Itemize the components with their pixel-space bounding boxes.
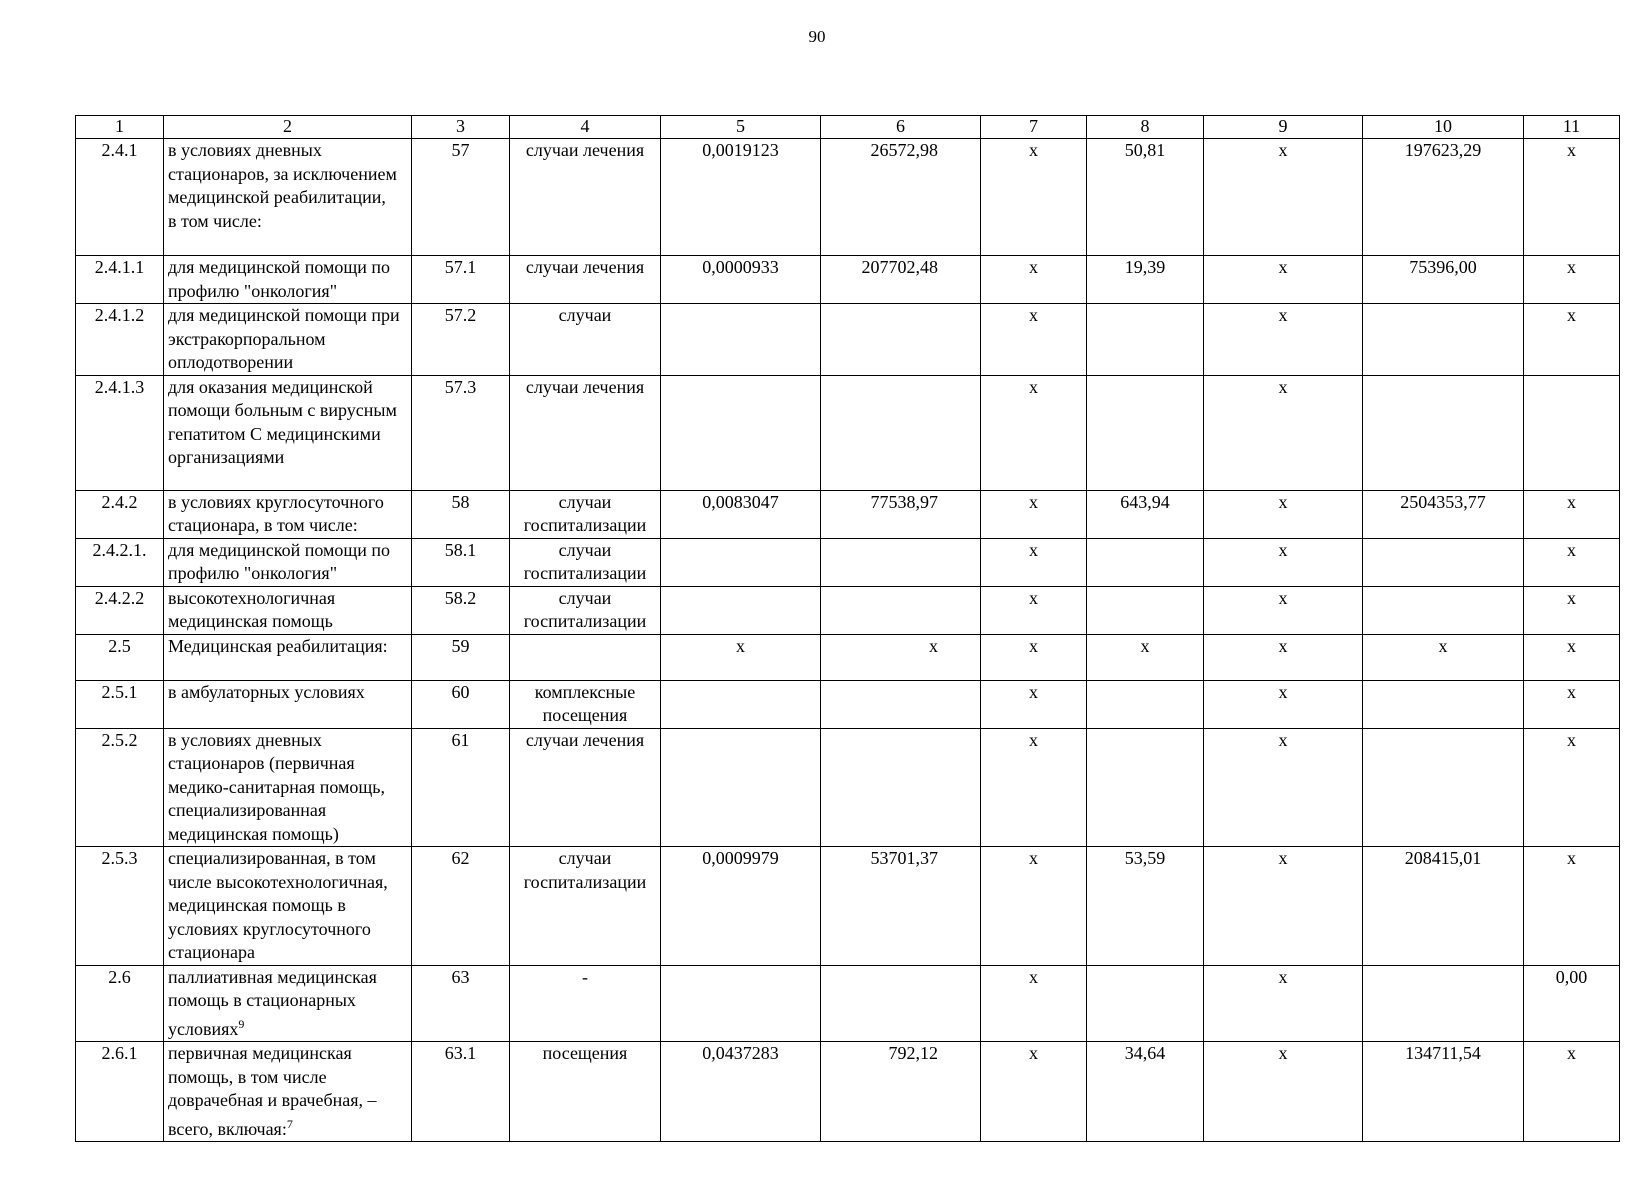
col9-value bbox=[1204, 490, 1363, 538]
cell-text: в условиях круглосуточного стационара, в том числе: bbox=[168, 491, 384, 535]
column-header: 2 bbox=[164, 116, 412, 139]
cell-text: комплексные посещения bbox=[534, 681, 636, 725]
row-code bbox=[76, 490, 164, 538]
col8-value bbox=[1087, 538, 1204, 586]
unit bbox=[510, 375, 661, 490]
cell-text: х bbox=[1029, 729, 1038, 750]
row-description bbox=[164, 965, 412, 1042]
header-row bbox=[76, 116, 1620, 139]
col7-value bbox=[981, 375, 1087, 490]
cell-text: 792,12 bbox=[888, 1043, 938, 1063]
cell-text: 2.6 bbox=[108, 966, 131, 987]
cell-text: х bbox=[1029, 848, 1038, 868]
col10-value bbox=[1363, 139, 1524, 256]
unit bbox=[510, 256, 661, 304]
cell-text: для медицинской помощи по профилю "онкология" bbox=[168, 539, 391, 583]
cell-text: х bbox=[1029, 140, 1038, 160]
cell-text: 643,94 bbox=[1120, 491, 1170, 512]
unit bbox=[510, 680, 661, 728]
norm-value bbox=[661, 375, 821, 490]
line-number bbox=[412, 680, 510, 728]
cell-text: х bbox=[1278, 1043, 1288, 1063]
cell-text: первичная медицинская помощь, в том числе доврачебная и врачебная, – всего, включая: bbox=[168, 1043, 377, 1139]
table-row bbox=[76, 1042, 1620, 1142]
row-description bbox=[164, 256, 412, 304]
cost-value bbox=[821, 847, 981, 966]
row-description bbox=[164, 375, 412, 490]
row-description bbox=[164, 490, 412, 538]
cell-text: х bbox=[1029, 491, 1038, 512]
cell-text: 63 bbox=[451, 966, 470, 987]
col11-value bbox=[1524, 490, 1620, 538]
unit bbox=[510, 1042, 661, 1142]
cell-text: 57.2 bbox=[444, 305, 477, 325]
row-description bbox=[164, 680, 412, 728]
cell-text: х bbox=[1278, 635, 1288, 656]
unit bbox=[510, 847, 661, 966]
cell-text: в амбулаторных условиях bbox=[168, 681, 365, 702]
col10-value bbox=[1363, 538, 1524, 586]
cell-text: 57.1 bbox=[444, 257, 477, 277]
cell-text: х bbox=[1567, 305, 1576, 325]
cell-text: 2.6.1 bbox=[101, 1043, 138, 1063]
row-description bbox=[164, 538, 412, 586]
line-number bbox=[412, 375, 510, 490]
table-row bbox=[76, 728, 1620, 847]
cell-text: х bbox=[1278, 376, 1288, 397]
col9-value bbox=[1204, 680, 1363, 728]
cell-text: х bbox=[1278, 729, 1288, 750]
cost-value bbox=[821, 728, 981, 847]
row-code bbox=[76, 728, 164, 847]
cell-text: 2.5.3 bbox=[101, 848, 138, 868]
column-header: 5 bbox=[661, 116, 821, 139]
line-number bbox=[412, 965, 510, 1042]
col11-value bbox=[1524, 728, 1620, 847]
row-code bbox=[76, 375, 164, 490]
col11-value bbox=[1524, 538, 1620, 586]
cell-text: х bbox=[1278, 681, 1288, 702]
cell-text: 60 bbox=[451, 681, 470, 702]
cell-text: 62 bbox=[451, 848, 470, 868]
row-description bbox=[164, 847, 412, 966]
norm-value bbox=[661, 634, 821, 680]
col10-value bbox=[1363, 586, 1524, 634]
col9-value bbox=[1204, 634, 1363, 680]
column-header: 10 bbox=[1363, 116, 1524, 139]
cell-text: 0,0083047 bbox=[702, 491, 779, 512]
footnote-mark: 7 bbox=[286, 1116, 293, 1131]
table-row bbox=[76, 304, 1620, 376]
column-header: 3 bbox=[412, 116, 510, 139]
col11-value bbox=[1524, 586, 1620, 634]
table-row bbox=[76, 680, 1620, 728]
col11-value bbox=[1524, 304, 1620, 376]
col7-value bbox=[981, 965, 1087, 1042]
column-header: 1 bbox=[76, 116, 164, 139]
norm-value bbox=[661, 680, 821, 728]
cell-text: х bbox=[1567, 140, 1576, 160]
cell-text: 58.1 bbox=[444, 539, 477, 560]
row-description bbox=[164, 586, 412, 634]
col10-value bbox=[1363, 375, 1524, 490]
line-number bbox=[412, 634, 510, 680]
line-number bbox=[412, 139, 510, 256]
col7-value bbox=[981, 304, 1087, 376]
cost-value bbox=[821, 1042, 981, 1142]
col8-value bbox=[1087, 256, 1204, 304]
cell-text: случаи госпитализации bbox=[523, 587, 647, 631]
cell-text: случаи лечения bbox=[525, 140, 645, 160]
cell-text: 63.1 bbox=[444, 1043, 477, 1063]
cell-text: 207702,48 bbox=[861, 257, 938, 277]
col10-value bbox=[1363, 965, 1524, 1042]
cell-text: х bbox=[1278, 587, 1288, 608]
norm-value bbox=[661, 1042, 821, 1142]
cell-text: 75396,00 bbox=[1409, 257, 1477, 277]
table-row bbox=[76, 375, 1620, 490]
col10-value bbox=[1363, 256, 1524, 304]
cell-text: 134711,54 bbox=[1405, 1043, 1481, 1063]
cell-text: х bbox=[1278, 491, 1288, 512]
col9-value bbox=[1204, 1042, 1363, 1142]
col10-value bbox=[1363, 728, 1524, 847]
cell-text: х bbox=[1029, 966, 1038, 987]
unit bbox=[510, 304, 661, 376]
col8-value bbox=[1087, 586, 1204, 634]
cell-text: х bbox=[1567, 848, 1576, 868]
cell-text: х bbox=[929, 635, 938, 656]
cell-text: х bbox=[1029, 587, 1038, 608]
row-code bbox=[76, 304, 164, 376]
cell-text: х bbox=[1567, 539, 1576, 560]
row-code bbox=[76, 1042, 164, 1142]
cell-text: х bbox=[1567, 635, 1576, 656]
cell-text: х bbox=[1278, 539, 1288, 560]
cell-text: случаи госпитализации bbox=[523, 539, 647, 583]
norm-value bbox=[661, 538, 821, 586]
page-number: 90 bbox=[808, 27, 826, 46]
col9-value bbox=[1204, 965, 1363, 1042]
col8-value bbox=[1087, 965, 1204, 1042]
cell-text: 2.4.2 bbox=[101, 491, 138, 512]
cell-text: х bbox=[1029, 681, 1038, 702]
unit bbox=[510, 586, 661, 634]
cell-text: 58.2 bbox=[444, 587, 477, 608]
cell-text: х bbox=[1438, 635, 1448, 656]
cell-text: случаи госпитализации bbox=[523, 491, 647, 535]
col7-value bbox=[981, 1042, 1087, 1142]
row-code bbox=[76, 965, 164, 1042]
column-header: 7 bbox=[981, 116, 1087, 139]
cell-text: - bbox=[582, 966, 588, 987]
cell-text: 77538,97 bbox=[870, 491, 938, 512]
cell-text: специализированная, в том числе высокотехнологичная, медицинская помощь в условиях круглосуточного стационара bbox=[168, 848, 388, 962]
cell-text: х bbox=[1029, 376, 1038, 397]
cell-text: 2.5.2 bbox=[101, 729, 138, 750]
unit bbox=[510, 139, 661, 256]
col11-value bbox=[1524, 680, 1620, 728]
col11-value bbox=[1524, 634, 1620, 680]
column-header: 9 bbox=[1204, 116, 1363, 139]
col11-value bbox=[1524, 1042, 1620, 1142]
footnote-mark: 9 bbox=[238, 1016, 245, 1031]
row-code bbox=[76, 139, 164, 256]
cell-text: Медицинская реабилитация: bbox=[168, 635, 388, 656]
cost-value bbox=[821, 586, 981, 634]
cell-text: 61 bbox=[451, 729, 470, 750]
cell-text: х bbox=[1278, 305, 1288, 325]
col11-value bbox=[1524, 847, 1620, 966]
cell-text: 2.5.1 bbox=[101, 681, 138, 702]
row-description bbox=[164, 634, 412, 680]
row-description bbox=[164, 1042, 412, 1142]
norm-value bbox=[661, 256, 821, 304]
cost-value bbox=[821, 375, 981, 490]
cell-text: случаи лечения bbox=[525, 257, 645, 277]
row-code bbox=[76, 680, 164, 728]
col7-value bbox=[981, 490, 1087, 538]
col10-value bbox=[1363, 847, 1524, 966]
line-number bbox=[412, 256, 510, 304]
cell-text: 53701,37 bbox=[870, 848, 938, 868]
row-code bbox=[76, 634, 164, 680]
cell-text: 59 bbox=[451, 635, 470, 656]
cell-text: 50,81 bbox=[1124, 140, 1166, 160]
col11-value bbox=[1524, 139, 1620, 256]
cell-text: х bbox=[1278, 848, 1288, 868]
col8-value bbox=[1087, 680, 1204, 728]
table-row bbox=[76, 490, 1620, 538]
cell-text: х bbox=[1278, 140, 1288, 160]
column-header: 11 bbox=[1524, 116, 1620, 139]
cell-text: х bbox=[1567, 1043, 1576, 1063]
cell-text: 0,0437283 bbox=[702, 1043, 779, 1063]
row-description bbox=[164, 304, 412, 376]
col9-value bbox=[1204, 375, 1363, 490]
col10-value bbox=[1363, 490, 1524, 538]
cell-text: 197623,29 bbox=[1404, 140, 1482, 160]
norm-value bbox=[661, 847, 821, 966]
cell-text: случаи лечения bbox=[525, 729, 645, 750]
table-row bbox=[76, 586, 1620, 634]
col7-value bbox=[981, 139, 1087, 256]
column-header: 8 bbox=[1087, 116, 1204, 139]
col9-value bbox=[1204, 256, 1363, 304]
norm-value bbox=[661, 586, 821, 634]
col8-value bbox=[1087, 1042, 1204, 1142]
unit bbox=[510, 728, 661, 847]
row-code bbox=[76, 538, 164, 586]
cell-text: 57 bbox=[451, 140, 470, 160]
cell-text: х bbox=[1567, 491, 1576, 512]
cell-text: 58 bbox=[451, 491, 470, 512]
col9-value bbox=[1204, 139, 1363, 256]
line-number bbox=[412, 490, 510, 538]
column-header: 6 bbox=[821, 116, 981, 139]
table-row bbox=[76, 634, 1620, 680]
col8-value bbox=[1087, 490, 1204, 538]
cell-text: х bbox=[1029, 305, 1038, 325]
cell-text: х bbox=[1567, 257, 1576, 277]
cell-text: 2.4.2.2 bbox=[94, 587, 145, 608]
col7-value bbox=[981, 634, 1087, 680]
table-row bbox=[76, 847, 1620, 966]
col7-value bbox=[981, 728, 1087, 847]
cell-text: 0,00 bbox=[1555, 966, 1588, 987]
cost-value bbox=[821, 256, 981, 304]
cell-text: х bbox=[1029, 635, 1038, 656]
table-row bbox=[76, 965, 1620, 1042]
col9-value bbox=[1204, 728, 1363, 847]
col7-value bbox=[981, 586, 1087, 634]
cost-value bbox=[821, 634, 981, 680]
unit bbox=[510, 965, 661, 1042]
col8-value bbox=[1087, 634, 1204, 680]
col9-value bbox=[1204, 586, 1363, 634]
col8-value bbox=[1087, 139, 1204, 256]
cell-text: 0,0019123 bbox=[702, 140, 779, 160]
col7-value bbox=[981, 680, 1087, 728]
line-number bbox=[412, 586, 510, 634]
cell-text: 57.3 bbox=[444, 376, 477, 397]
row-code bbox=[76, 586, 164, 634]
line-number bbox=[412, 1042, 510, 1142]
table-row bbox=[76, 256, 1620, 304]
col8-value bbox=[1087, 375, 1204, 490]
cost-value bbox=[821, 490, 981, 538]
col9-value bbox=[1204, 304, 1363, 376]
cell-text: 2.4.1 bbox=[101, 140, 138, 160]
norm-value bbox=[661, 139, 821, 256]
unit bbox=[510, 538, 661, 586]
cell-text: 0,0000933 bbox=[702, 257, 779, 277]
col10-value bbox=[1363, 1042, 1524, 1142]
cell-text: паллиативная медицинская помощь в стационарных условиях bbox=[168, 966, 377, 1039]
col7-value bbox=[981, 847, 1087, 966]
cell-text: х bbox=[1278, 257, 1288, 277]
cost-value bbox=[821, 538, 981, 586]
col8-value bbox=[1087, 728, 1204, 847]
cost-value bbox=[821, 139, 981, 256]
cell-text: в условиях дневных стационаров, за исключением медицинской реабилитации, в том числе: bbox=[168, 140, 397, 231]
cell-text: 26572,98 bbox=[870, 140, 938, 160]
cell-text: х bbox=[1278, 966, 1288, 987]
cost-value bbox=[821, 680, 981, 728]
cell-text: 2.4.2.1. bbox=[92, 539, 147, 560]
cell-text: для оказания медицинской помощи больным с вирусным гепатитом С медицинскими организациями bbox=[168, 376, 397, 467]
cell-text: 2.5 bbox=[108, 635, 131, 656]
cell-text: х bbox=[1029, 257, 1038, 277]
col8-value bbox=[1087, 847, 1204, 966]
cost-value bbox=[821, 304, 981, 376]
col9-value bbox=[1204, 847, 1363, 966]
row-description bbox=[164, 728, 412, 847]
col10-value bbox=[1363, 680, 1524, 728]
cell-text: 2.4.1.2 bbox=[94, 305, 145, 325]
cell-text: для медицинской помощи по профилю "онкология" bbox=[168, 257, 391, 301]
cell-text: посещения bbox=[542, 1043, 628, 1063]
cell-text: в условиях дневных стационаров (первичная медико-санитарная помощь, специализированная медицинская помощь) bbox=[168, 729, 385, 844]
col11-value bbox=[1524, 256, 1620, 304]
cell-text: для медицинской помощи при экстракорпоральном оплодотворении bbox=[168, 305, 400, 372]
cell-text: случаи bbox=[558, 305, 612, 325]
cell-text: х bbox=[1029, 1043, 1038, 1063]
table-row bbox=[76, 139, 1620, 256]
cell-text: случаи госпитализации bbox=[523, 848, 647, 892]
norm-value bbox=[661, 728, 821, 847]
col7-value bbox=[981, 538, 1087, 586]
column-header: 4 bbox=[510, 116, 661, 139]
col11-value bbox=[1524, 965, 1620, 1042]
col11-value bbox=[1524, 375, 1620, 490]
cell-text: х bbox=[1567, 681, 1576, 702]
norm-value bbox=[661, 304, 821, 376]
cell-text: х bbox=[1140, 635, 1150, 656]
cell-text: 2.4.1.1 bbox=[94, 257, 145, 277]
line-number bbox=[412, 847, 510, 966]
cell-text: 53,59 bbox=[1124, 848, 1166, 868]
cell-text: 0,0009979 bbox=[702, 848, 779, 868]
norm-value bbox=[661, 965, 821, 1042]
col8-value bbox=[1087, 304, 1204, 376]
row-code bbox=[76, 847, 164, 966]
unit bbox=[510, 490, 661, 538]
cell-text: 2.4.1.3 bbox=[94, 376, 145, 397]
col10-value bbox=[1363, 304, 1524, 376]
cell-text: высокотехнологичная медицинская помощь bbox=[168, 587, 336, 631]
cell-text: х bbox=[1029, 539, 1038, 560]
unit bbox=[510, 634, 661, 680]
cell-text: 208415,01 bbox=[1404, 848, 1482, 868]
cell-text: 19,39 bbox=[1124, 257, 1166, 277]
cost-value bbox=[821, 965, 981, 1042]
cell-text: х bbox=[736, 635, 745, 656]
cell-text: 2504353,77 bbox=[1400, 491, 1486, 512]
table-row bbox=[76, 538, 1620, 586]
cell-text: случаи лечения bbox=[525, 376, 645, 397]
line-number bbox=[412, 728, 510, 847]
line-number bbox=[412, 304, 510, 376]
data-table bbox=[75, 115, 1620, 1142]
cell-text: х bbox=[1567, 587, 1576, 608]
row-code bbox=[76, 256, 164, 304]
norm-value bbox=[661, 490, 821, 538]
line-number bbox=[412, 538, 510, 586]
col9-value bbox=[1204, 538, 1363, 586]
row-description bbox=[164, 139, 412, 256]
col10-value bbox=[1363, 634, 1524, 680]
cell-text: х bbox=[1567, 729, 1576, 750]
cell-text: 34,64 bbox=[1124, 1043, 1166, 1063]
col7-value bbox=[981, 256, 1087, 304]
